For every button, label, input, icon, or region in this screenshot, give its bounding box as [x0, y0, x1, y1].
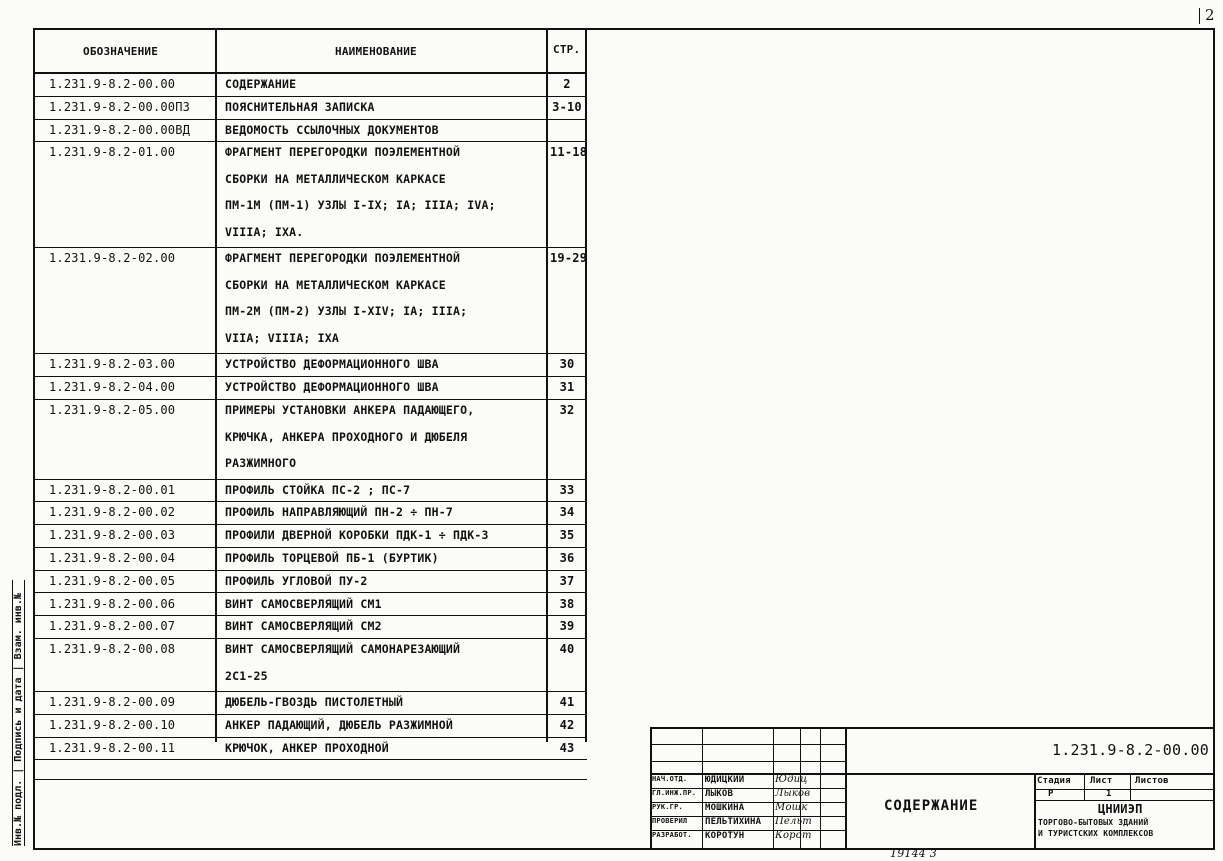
row-page: 36 [559, 550, 575, 565]
table-row [35, 74, 587, 97]
row-page: 40 [559, 642, 575, 657]
staff-role: НАЧ.ОТД. [652, 775, 688, 783]
staff-signature: Пельт [775, 816, 812, 827]
contents-table [35, 30, 588, 755]
tb-org-1: ЦНИИЭП [1098, 802, 1143, 816]
row-page: 3-10 [552, 99, 582, 114]
tb-v5 [845, 727, 847, 848]
row-page: 30 [559, 357, 575, 372]
row-code: 1.231.9-8.2-00.01 [49, 482, 176, 497]
row-name-line: ПРИМЕРЫ УСТАНОВКИ АНКЕРА ПАДАЮЩЕГО, [225, 403, 475, 417]
row-name-line: ФРАГМЕНТ ПЕРЕГОРОДКИ ПОЭЛЕМЕНТНОЙ [225, 251, 461, 266]
tb-right-h2 [1034, 800, 1213, 801]
staff-name: МОШКИНА [705, 803, 745, 813]
row-name-line: VIIIА; IXА. [225, 224, 304, 239]
staff-role: ПРОВЕРИЛ [652, 817, 688, 825]
row-name-line: ВИНТ САМОСВЕРЛЯЩИЙ СМ1 [225, 596, 382, 611]
table-row [35, 502, 587, 525]
row-name-line: 2С1-25 [225, 668, 268, 683]
row-page: 32 [559, 403, 575, 417]
row-code: 1.231.9-8.2-01.00 [49, 145, 176, 160]
sheet-number-divider [1199, 8, 1200, 24]
staff-name: КОРОТУН [705, 831, 745, 841]
row-name-line: VIIА; VIIIА; IXА [225, 330, 339, 345]
header-code: ОБОЗНАЧЕНИЕ [83, 45, 159, 58]
row-name-line: ПМ-1М (ПМ-1) УЗЛЫ I-IX; IА; IIIА; IVА; [225, 198, 496, 213]
row-page: 33 [559, 482, 575, 497]
row-code: 1.231.9-8.2-00.04 [49, 550, 176, 565]
tb-top-line [650, 727, 1213, 729]
staff-signature: Лыков [775, 788, 811, 799]
table-row [35, 594, 587, 617]
tb-designation: 1.231.9-8.2-00.00 [1052, 741, 1209, 759]
row-code: 1.231.9-8.2-05.00 [49, 403, 176, 417]
row-name-line: ПМ-2М (ПМ-2) УЗЛЫ I-XIV; IА; IIIА; [225, 304, 468, 319]
row-page: 19-29 [550, 251, 588, 266]
row-name-line: УСТРОЙСТВО ДЕФОРМАЦИОННОГО ШВА [225, 380, 439, 395]
row-code: 1.231.9-8.2-00.11 [49, 740, 176, 755]
staff-signature: Юдиц [775, 774, 808, 785]
staff-signature: Мошк [775, 802, 808, 813]
tb-right-v [1034, 773, 1036, 848]
staff-role: ГЛ.ИНЖ.ПР. [652, 789, 697, 797]
side-stamp: Инв.№ подл. | Подпись и дата | Взам. инв.№ [13, 593, 24, 846]
row-code: 1.231.9-8.2-03.00 [49, 357, 176, 372]
table-end-line [35, 779, 587, 780]
row-name-line: СБОРКИ НА МЕТАЛЛИЧЕСКОМ КАРКАСЕ [225, 277, 446, 292]
staff-signature: Корот [775, 830, 812, 841]
staff-name: ЮДИЦКИЙ [705, 775, 745, 785]
row-code: 1.231.9-8.2-00.06 [49, 596, 176, 611]
row-page: 34 [559, 505, 575, 520]
row-name-line: ВЕДОМОСТЬ ССЫЛОЧНЫХ ДОКУМЕНТОВ [225, 122, 439, 137]
tb-sheet-header: Лист [1090, 776, 1113, 786]
tb-title: СОДЕРЖАНИЕ [884, 798, 979, 814]
row-name-line: ФРАГМЕНТ ПЕРЕГОРОДКИ ПОЭЛЕМЕНТНОЙ [225, 145, 461, 160]
row-code: 1.231.9-8.2-04.00 [49, 380, 176, 395]
table-row [35, 377, 587, 400]
table-row [35, 525, 587, 548]
header-page: СТР. [553, 43, 581, 56]
table-row [35, 480, 587, 503]
row-page: 41 [559, 695, 575, 710]
table-row [35, 548, 587, 571]
row-name-line: КРЮЧКА, АНКЕРА ПРОХОДНОГО И ДЮБЕЛЯ [225, 429, 468, 444]
tb-right-v3 [1130, 773, 1131, 800]
row-divider [35, 759, 587, 760]
row-name-line: КРЮЧОК, АНКЕР ПРОХОДНОЙ [225, 740, 389, 755]
row-page: 11-18 [550, 145, 588, 160]
header-name: НАИМЕНОВАНИЕ [335, 45, 417, 58]
staff-name: ПЕЛЬТИХИНА [705, 817, 762, 827]
row-page: 31 [559, 380, 575, 395]
row-page: 38 [559, 596, 575, 611]
row-name-line: ПРОФИЛЬ СТОЙКА ПС-2 ; ПС-7 [225, 482, 411, 497]
staff-role: РУК.ГР. [652, 803, 683, 811]
row-code: 1.231.9-8.2-00.05 [49, 573, 176, 588]
row-code: 1.231.9-8.2-00.10 [49, 717, 176, 732]
tb-right-h1 [1034, 789, 1213, 790]
tb-right-v2 [1084, 773, 1085, 800]
row-name-line: ПРОФИЛЬ ТОРЦЕВОЙ ПБ-1 (БУРТИК) [225, 550, 439, 565]
tb-stage: Р [1048, 789, 1054, 799]
row-code: 1.231.9-8.2-02.00 [49, 251, 176, 266]
tb-sheets-header: Листов [1135, 776, 1169, 786]
tb-h2 [650, 761, 845, 762]
row-page: 42 [559, 717, 575, 732]
row-code: 1.231.9-8.2-00.08 [49, 642, 176, 657]
row-name-line: СБОРКИ НА МЕТАЛЛИЧЕСКОМ КАРКАСЕ [225, 171, 446, 186]
staff-role: РАЗРАБОТ. [652, 831, 692, 839]
table-row [35, 354, 587, 377]
row-code: 1.231.9-8.2-00.00 [49, 77, 176, 91]
row-code: 1.231.9-8.2-00.09 [49, 695, 176, 710]
row-code: 1.231.9-8.2-00.00ПЗ [49, 99, 191, 114]
row-page: 35 [559, 528, 575, 543]
row-page: 43 [559, 740, 575, 755]
table-row [35, 120, 587, 143]
table-row [35, 692, 587, 715]
tb-stage-header: Стадия [1037, 776, 1071, 786]
table-row [35, 97, 587, 120]
table-row [35, 738, 587, 761]
row-page: 2 [563, 77, 571, 91]
staff-name: ЛЫКОВ [705, 789, 734, 799]
title-block [650, 727, 1213, 848]
row-name-line: АНКЕР ПАДАЮЩИЙ, ДЮБЕЛЬ РАЗЖИМНОЙ [225, 717, 453, 732]
row-name-line: УСТРОЙСТВО ДЕФОРМАЦИОННОГО ШВА [225, 357, 439, 372]
row-code: 1.231.9-8.2-00.00ВД [49, 122, 191, 137]
row-name-line: ВИНТ САМОСВЕРЛЯЩИЙ СМ2 [225, 619, 382, 634]
table-row [35, 571, 587, 594]
table-row [35, 400, 587, 480]
row-code: 1.231.9-8.2-00.03 [49, 528, 176, 543]
tb-org-2: ТОРГОВО-БЫТОВЫХ ЗДАНИЙ [1038, 818, 1149, 827]
row-name-line: РАЗЖИМНОГО [225, 456, 297, 470]
tb-org-3: И ТУРИСТСКИХ КОМПЛЕКСОВ [1038, 829, 1154, 838]
table-row [35, 248, 587, 354]
bottom-note: 19144 3 [890, 847, 937, 860]
sheet-number: 2 [1205, 6, 1215, 24]
row-page: 39 [559, 619, 575, 634]
table-row [35, 639, 587, 692]
binding-strip-line-2 [24, 580, 25, 846]
row-name-line: ПОЯСНИТЕЛЬНАЯ ЗАПИСКА [225, 99, 375, 114]
table-row [35, 142, 587, 248]
row-name-line: ПРОФИЛИ ДВЕРНОЙ КОРОБКИ ПДК-1 ÷ ПДК-3 [225, 528, 489, 543]
tb-sheet: 1 [1106, 789, 1112, 799]
row-page: 37 [559, 573, 575, 588]
row-name-line: ПРОФИЛЬ УГЛОВОЙ ПУ-2 [225, 573, 368, 588]
row-name-line: СОДЕРЖАНИЕ [225, 77, 297, 91]
row-name-line: ПРОФИЛЬ НАПРАВЛЯЮЩИЙ ПН-2 ÷ ПН-7 [225, 505, 453, 520]
tb-h1 [650, 744, 845, 745]
row-code: 1.231.9-8.2-00.07 [49, 619, 176, 634]
table-row [35, 616, 587, 639]
row-name-line: ВИНТ САМОСВЕРЛЯЩИЙ САМОНАРЕЗАЮЩИЙ [225, 642, 461, 657]
row-code: 1.231.9-8.2-00.02 [49, 505, 176, 520]
row-name-line: ДЮБЕЛЬ-ГВОЗДЬ ПИСТОЛЕТНЫЙ [225, 695, 404, 710]
table-row [35, 715, 587, 738]
